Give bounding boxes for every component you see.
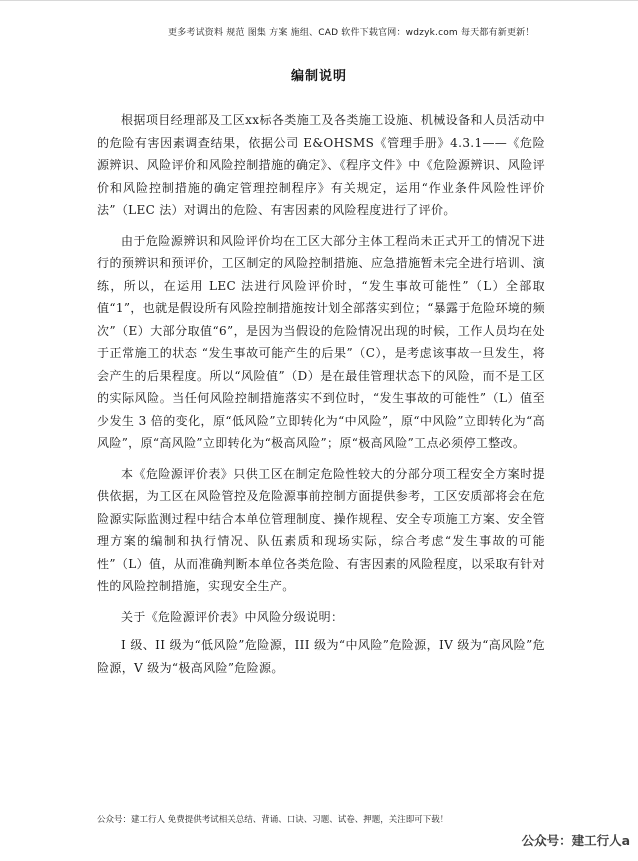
document-body — [97, 109, 545, 687]
header-note: 更多考试资料 规范 图集 方案 施组、CAD 软件下载官网：wdzyk.com 每天都有新更新！ — [168, 28, 535, 38]
paragraph-usage: 本《危险源评价表》只供工区在制定危险性较大的分部分项工程安全方案时提供依据，为工区在风险管控及危险源事前控制方面提供参考，工区安质部将会在危险源实际监测过程中结合本单位管理制度、操作规程、安全专项施工方案、安全管理方案的编制和执行情况、队伍素质和现场实际，综合考虑“发生事故的可能性”（L）值，从而准确判断本单位各类危险、有害因素的风险程度，以采取有针对性的风险控制措施，实现安全生产。 — [97, 466, 545, 593]
paragraph-grading-levels: I 级、II 级为“低风险”危险源，III 级为“中风险”危险源，IV 级为“高风险”危险源，V 级为“极高风险”危险源。 — [97, 638, 545, 675]
watermark-text: 公众号：建工行人a — [521, 833, 630, 848]
paragraph-grading-heading: 关于《危险源评价表》中风险分级说明： — [121, 609, 344, 624]
page-title: 编制说明 — [290, 69, 347, 84]
footer-note: 公众号：建工行人 免费提供考试相关总结、背诵、口诀、习题、试卷、押题，关注即可下载！ — [97, 815, 449, 825]
paragraph-basis: 根据项目经理部及工区xx标各类施工及各类施工设施、机械设备和人员活动中的危险有害因素调查结果，依据公司 E&OHSMS《管理手册》4.3.1——《危险源辨识、风险评价和风险控制措施的确定》、《程序文件》中《危险源辨识、风险评价和风险控制措施的确定管理控制程序》有关规定，运用“作业条件风险性评价法”（LEC 法）对调出的危险、有害因素的风险程度进行了评价。 — [97, 113, 545, 217]
paragraph-evaluation-method: 由于危险源辨识和风险评价均在工区大部分主体工程尚未正式开工的情况下进行的预辨识和预评价，工区制定的风险控制措施、应急措施暂未完全进行培训、演练，所以，在运用 LEC 法进行风险评价时，“发生事故可能性”（L）全部取值“1”，也就是假设所有风险控制措施按计划全部落实到位；“暴露于危险环境的频次”（E）大部分取值“6”，是因为当假设的危险情况出现的时候，工作人员均在处于正常施工的状态 “发生事故可能产生的后果”（C），是考虑该事故一旦发生，将会产生的后果程度。所以“风险值”（D）是在最佳管理状态下的风险，而不是工区的实际风险。当任何风险控制措施落实不到位时，“发生事故的可能性”（L）值至少发生 3 倍的变化，原“低风险”立即转化为“中风险”，原“中风险”立即转化为“高风险”，原“高风险”立即转化为“极高风险”；原“极高风险”工点必须停工整改。 — [97, 233, 545, 450]
